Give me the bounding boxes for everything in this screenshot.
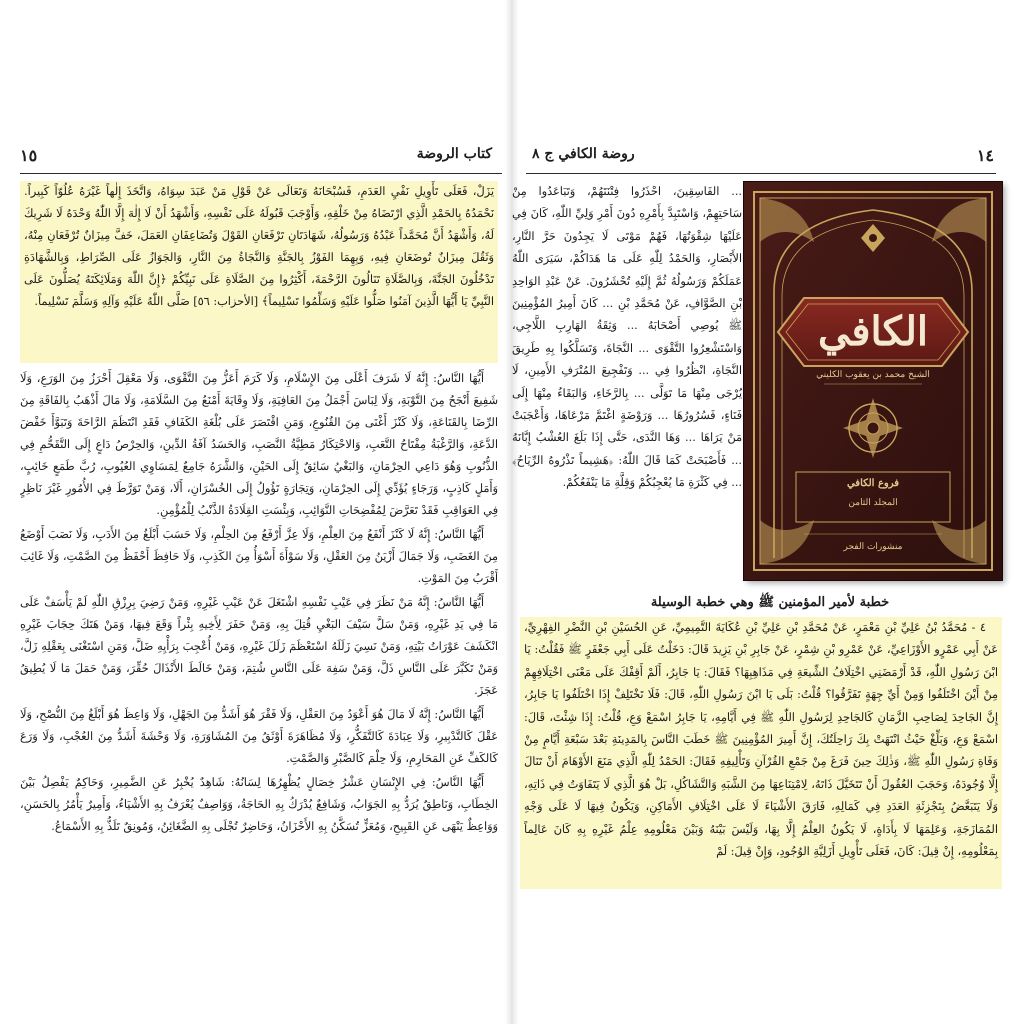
highlighted-passage bbox=[20, 181, 498, 363]
highlighted-text: يَزَلْ، فَعَلَى تَأْوِيلِ نَفْيِ العَدَمِ، فَسُبْحَانَهُ وَتَعَالَى عَنْ قَوْلِ مَنْ عَبَدَ سِوَاهُ، وَاتَّخَذَ إِلٰهاً غَيْرَهُ عُلُوّاً كَبِيراً. نَحْمَدُهُ بِالحَمْدِ الَّذِي ارْتَضَاهُ مِنْ خَلْقِهِ، وَأَوْجَبَ قَبُولَهُ عَلَى نَفْسِهِ، وَأَشْهَدُ أَنْ لَا إِلٰهَ إِلَّا اللّٰهُ وَحْدَهُ لَا شَرِيكَ لَهُ، وَأَشْهَدُ أَنَّ مُحَمَّداً عَبْدُهُ وَرَسُولُهُ، شَهَادَتَانِ تَرْفَعَانِ القَوْلَ وَتُضَاعِفَانِ العَمَلَ، خَفَّ مِيزَانٌ تُرْفَعَانِ مِنْهُ، وَثَقُلَ مِيزَانٌ تُوضَعَانِ فِيهِ، وَبِهِمَا الفَوْزُ بِالجَنَّةِ وَالنَّجَاةُ مِنَ النَّارِ، وَالجَوَازُ عَلَى الصِّرَاطِ، وَبِالشَّهَادَةِ تَدْخُلُونَ الجَنَّةَ، وَبِالصَّلَاةِ تَنَالُونَ الرَّحْمَةَ، أَكْثِرُوا مِنَ الصَّلَاةِ عَلَى نَبِيِّكُمْ ﴿إِنَّ اللّٰهَ وَمَلَائِكَتَهُ يُصَلُّونَ عَلَى النَّبِيِّ يَا أَيُّهَا الَّذِينَ آمَنُوا صَلُّوا عَلَيْهِ وَسَلِّمُوا تَسْلِيماً﴾ [الأحزاب: ٥٦] صَلَّى اللّٰهُ عَلَيْهِ وَآلِهِ وَسَلَّمَ تَسْلِيماً. bbox=[24, 185, 494, 308]
page-number: ١٤ bbox=[976, 146, 994, 165]
book-cover-image bbox=[744, 182, 1002, 580]
highlighted-text: ٤ - مُحَمَّدُ بْنُ عَلِيِّ بْنِ مَعْمَرٍ، عَنْ مُحَمَّدِ بْنِ عَلِيِّ بْنِ عُكَايَةَ التَّمِيمِيِّ، عَنِ الحُسَيْنِ بْنِ النَّضْرِ الفِهْرِيِّ، عَنْ أَبِي عَمْرٍو الأَوْزَاعِيِّ، عَنْ عَمْرِو بْنِ شِمْرٍ، عَنْ جَابِرِ بْنِ يَزِيدَ قَالَ: دَخَلْتُ عَلَى أَبِي جَعْفَرٍ ﷺ فَقُلْتُ: يَا ابْنَ رَسُولِ اللّٰهِ، قَدْ أَرْمَضَنِي اخْتِلَافُ الشِّيعَةِ فِي مَذَاهِبِهَا؟ فَقَالَ: يَا جَابِرُ، أَلَمْ أَقِفْكَ عَلَى مَعْنَى اخْتِلَافِهِمْ مِنْ أَيْنَ اخْتَلَفُوا وَمِنْ أَيِّ جِهَةٍ تَفَرَّقُوا؟ قُلْتُ: بَلَى يَا ابْنَ رَسُولِ اللّٰهِ، قَالَ: فَلَا تَخْتَلِفْ إِذَا اخْتَلَفُوا يَا جَابِرُ، إِنَّ الجَاحِدَ لِصَاحِبِ الزَّمَانِ كَالجَاحِدِ لِرَسُولِ اللّٰهِ ﷺ فِي أَيَّامِهِ، يَا جَابِرُ اسْمَعْ وَعِ، قُلْتُ: إِذَا شِئْتَ، قَالَ: اسْمَعْ وَعِ، وَبَلِّغْ حَيْثُ انْتَهَتْ بِكَ رَاحِلَتُكَ، إِنَّ أَمِيرَ المُؤْمِنِينَ ﷺ خَطَبَ النَّاسَ بِالمَدِينَةِ بَعْدَ سَبْعَةِ أَيَّامٍ مِنْ وَفَاةِ رَسُولِ اللّٰهِ ﷺ، وَذٰلِكَ حِينَ فَرَغَ مِنْ جَمْعِ القُرْآنِ وَتَأْلِيفِهِ فَقَالَ: الحَمْدُ لِلّٰهِ الَّذِي مَنَعَ الأَوْهَامَ أَنْ تَنَالَ إِلَّا وُجُودَهُ، وَحَجَبَ العُقُولَ أَنْ تَتَخَيَّلَ ذَاتَهُ، لِامْتِنَاعِهَا مِنَ الشَّبَهِ وَالتَّشَاكُلِ، بَلْ هُوَ الَّذِي لَا يَتَفَاوَتُ فِي ذَاتِهِ، وَلَا يَتَبَعَّضُ بِتَجْزِئَةِ العَدَدِ فِي كَمَالِهِ، فَارَقَ الأَشْيَاءَ لَا عَلَى اخْتِلَافِ الأَمَاكِنِ، وَيَكُونُ فِيهَا لَا عَلَى وَجْهِ المُمَازَجَةِ، وَعَلِمَهَا لَا بِأَدَاةٍ، لَا يَكُونُ العِلْمُ إِلَّا بِهَا، وَلَيْسَ بَيْنَهُ وَبَيْنَ مَعْلُومِهِ عِلْمُ غَيْرِهِ بِهِ كَانَ عَالِماً بِمَعْلُومِهِ، إِنْ قِيلَ: كَانَ، فَعَلَى تَأْوِيلِ أَزَلِيَّةِ الوُجُودِ، وَإِنْ قِيلَ: لَمْ bbox=[524, 621, 998, 859]
header-rule bbox=[20, 173, 502, 174]
body-text bbox=[20, 368, 498, 893]
cover-title: الكافي bbox=[817, 307, 929, 355]
cover-author: الشيخ محمد بن يعقوب الكليني bbox=[816, 370, 930, 380]
cover-publisher: منشورات الفجر bbox=[843, 542, 903, 552]
paragraph: أَيُّهَا النَّاسُ: إِنَّهُ لَا كَنْزَ أَنْفَعُ مِنَ العِلْمِ، وَلَا عِزَّ أَرْفَعُ مِنَ الحِلْمِ، وَلَا حَسَبَ أَبْلَغُ مِنَ الأَدَبِ، وَلَا نَصَبَ أَوْضَعُ مِنَ الغَضَبِ، وَلَا جَمَالَ أَزْيَنُ مِنَ العَقْلِ، وَلَا سَوْأَةَ أَسْوَأُ مِنَ الكَذِبِ، وَلَا حَافِظَ أَحْفَظُ مِنَ الصَّمْتِ، وَلَا غَائِبَ أَقْرَبُ مِنَ المَوْتِ. bbox=[20, 528, 498, 585]
section-heading: خطبة لأمير المؤمنين ﷺ وهي خطبة الوسيلة bbox=[650, 595, 890, 610]
body-text-top bbox=[512, 181, 742, 579]
running-title: كتاب الروضة bbox=[416, 146, 492, 162]
cover-ornament bbox=[744, 182, 1002, 580]
page-header bbox=[532, 146, 994, 172]
paragraph: أَيُّهَا النَّاسُ: إِنَّهُ لَا شَرَفَ أَعْلَى مِنَ الإِسْلَامِ، وَلَا كَرَمَ أَعَزُّ مِنَ التَّقْوَى، وَلَا مَعْقِلَ أَحْرَزُ مِنَ الوَرَعِ، وَلَا شَفِيعَ أَنْجَحُ مِنَ التَّوْبَةِ، وَلَا لِبَاسَ أَجْمَلُ مِنَ العَافِيَةِ، وَلَا وِقَايَةَ أَمْنَعُ مِنَ السَّلَامَةِ، وَلَا مَالَ أَذْهَبُ بِالفَاقَةِ مِنَ الرِّضَا بِالقَنَاعَةِ، وَلَا كَنْزَ أَغْنَى مِنَ القُنُوعِ، وَمَنِ اقْتَصَرَ عَلَى بُلْغَةِ الكَفَافِ فَقَدِ انْتَظَمَ الرَّاحَةَ وَتَبَوَّأَ خَفْضَ الدَّعَةِ، وَالرَّغْبَةُ مِفْتَاحُ التَّعَبِ، وَالاحْتِكَارُ مَطِيَّةُ النَّصَبِ، وَالحَسَدُ آفَةُ الدِّينِ، وَالحِرْصُ دَاعٍ إِلَى التَّقَحُّمِ فِي الذُّنُوبِ وَهُوَ دَاعِي الحِرْمَانِ، وَالبَغْيُ سَائِقٌ إِلَى الحَيْنِ، وَالشَّرَهُ جَامِعٌ لِمَسَاوِي العُيُوبِ، رُبَّ طَمَعٍ خَائِبٍ، وَأَمَلٍ كَاذِبٍ، وَرَجَاءٍ يُؤَدِّي إِلَى الحِرْمَانِ، وَتِجَارَةٍ تَؤُولُ إِلَى الخُسْرَانِ، أَلَا، وَمَنْ تَوَرَّطَ فِي الأُمُورِ غَيْرَ نَاظِرٍ فِي العَوَاقِبِ فَقَدْ تَعَرَّضَ لِمُفْضِحَاتِ النَّوَائِبِ، وَبِئْسَتِ القِلَادَةُ الذَّنْبُ لِلْمُؤْمِنِ. bbox=[20, 372, 498, 517]
running-title: روضة الكافي ج ٨ bbox=[532, 146, 635, 162]
paragraph: أَيُّهَا النَّاسُ: إِنَّهُ مَنْ نَظَرَ فِي عَيْبِ نَفْسِهِ اشْتَغَلَ عَنْ عَيْبِ غَيْرِهِ، وَمَنْ رَضِيَ بِرِزْقِ اللّٰهِ لَمْ يَأْسَفْ عَلَى مَا فِي يَدِ غَيْرِهِ، وَمَنْ سَلَّ سَيْفَ البَغْيِ قُتِلَ بِهِ، وَمَنْ حَفَرَ لِأَخِيهِ بِئْراً وَقَعَ فِيهَا، وَمَنْ هَتَكَ حِجَابَ غَيْرِهِ انْكَشَفَ عَوْرَاتُ بَيْتِهِ، وَمَنْ نَسِيَ زَلَلَهُ اسْتَعْظَمَ زَلَلَ غَيْرِهِ، وَمَنْ أُعْجِبَ بِرَأْيِهِ ضَلَّ، وَمَنِ اسْتَغْنَى بِعَقْلِهِ زَلَّ، وَمَنْ تَكَبَّرَ عَلَى النَّاسِ ذَلَّ، وَمَنْ سَفِهَ عَلَى النَّاسِ شُتِمَ، وَمَنْ خَالَطَ الأَنْذَالَ حُقِّرَ، وَمَنْ حَمَلَ مَا لَا يُطِيقُ عَجَزَ. bbox=[20, 596, 498, 697]
highlighted-passage bbox=[520, 617, 1002, 889]
page-header bbox=[20, 146, 492, 172]
cover-detail: المجلد الثامن bbox=[848, 498, 898, 508]
paragraph: ... الفَاسِقِينَ، احْذَرُوا فِتْنَتَهُمْ، وَتَبَاعَدُوا مِنْ سَاحَتِهِمْ، وَاسْتَبِدَّ بِأَمْرِهِ دُونَ أَمْرِ وَلِيِّ اللّٰهِ، كَانَ فِي عَلَيْهَا شِقْوَتُهَا، فَهُمْ مَوْتَى لَا يَجِدُونَ حَرَّ النَّارِ، الأَبْصَارِ، وَالحَمْدُ لِلّٰهِ عَلَى مَا هَدَاكُمْ، سَيَرَى اللّٰهُ عَمَلَكُمْ وَرَسُولُهُ ثُمَّ إِلَيْهِ تُحْشَرُونَ. عَنْ عَبْدِ الوَاحِدِ بْنِ الصَّوَّافِ، عَنْ مُحَمَّدِ بْنِ ... كَانَ أَمِيرُ المُؤْمِنِينَ ﷺ يُوصِي أَصْحَابَهُ ... وَثِقَةُ الهَارِبِ اللَّاجِي، وَاسْتَشْعِرُوا التَّقْوَى ... النَّجَاةَ، وَتَسَلَّكُوا بِهِ طَرِيقَ النَّجَاةِ، انْظُرُوا فِي ... وَتَفْجِيعَ المُتْرَفِ الأَمِينِ، لَا يُرْجَى مِنْهَا مَا تَوَلَّى ... بِالرَّخَاءِ، وَالبَقَاءُ مِنْهَا إِلَى فَنَاءٍ، فَسُرُورُهَا ... وَرَوْضَةٍ اغْتَمَّ مَرْعَاهَا، وَأَعْجَبَتْ مَنْ يَرَاهَا ... وَهَا النَّدَى، حَتَّى إِذَا بَلَغَ العُشْبُ إِبَّانَهُ ... فَأَصْبَحَتْ كَمَا قَالَ اللّٰهُ: ﴿هَشِيماً تَذْرُوهُ الرِّيَاحُ﴾ ... فِي كَثْرَةِ مَا يُعْجِبُكُمْ وَقِلَّةِ مَا يَنْفَعُكُمْ. bbox=[512, 185, 742, 490]
page-number: ١٥ bbox=[20, 146, 38, 165]
cover-subtitle: فروع الكافي bbox=[846, 478, 900, 489]
header-rule bbox=[526, 173, 996, 174]
paragraph: أَيُّهَا النَّاسُ: إِنَّهُ لَا مَالَ هُوَ أَعْوَدُ مِنَ العَقْلِ، وَلَا فَقْرَ هُوَ أَشَدُّ مِنَ الجَهْلِ، وَلَا وَاعِظَ هُوَ أَبْلَغُ مِنَ النُّصْحِ، وَلَا عَقْلَ كَالتَّدْبِيرِ، وَلَا عِبَادَةَ كَالتَّفَكُّرِ، وَلَا مُظَاهَرَةَ أَوْثَقُ مِنَ المُشَاوَرَةِ، وَلَا وَحْشَةَ أَشَدُّ مِنَ العُجْبِ، وَلَا وَرَعَ كَالكَفِّ عَنِ المَحَارِمِ، وَلَا حِلْمَ كَالصَّبْرِ وَالصَّمْتِ. bbox=[20, 708, 498, 765]
paragraph: أَيُّهَا النَّاسُ: فِي الإِنْسَانِ عَشْرُ خِصَالٍ يُظْهِرُهَا لِسَانُهُ: شَاهِدٌ يُخْبِرُ عَنِ الضَّمِيرِ، وَحَاكِمٌ يَفْصِلُ بَيْنَ الخِطَابِ، وَنَاطِقٌ يُرَدُّ بِهِ الجَوَابُ، وَشَافِعٌ يُدْرَكُ بِهِ الحَاجَةُ، وَوَاصِفٌ يُعْرَفُ بِهِ الأَشْيَاءُ، وَأَمِيرٌ يَأْمُرُ بِالحَسَنِ، وَوَاعِظٌ يَنْهَى عَنِ القَبِيحِ، وَمُعَزٍّ تُسَكَّنُ بِهِ الأَحْزَانُ، وَحَاضِرٌ تُجْلَى بِهِ الضَّغَائِنُ، وَمُونِقٌ تَلَذُّ بِهِ الأَسْمَاعُ. bbox=[20, 776, 498, 833]
